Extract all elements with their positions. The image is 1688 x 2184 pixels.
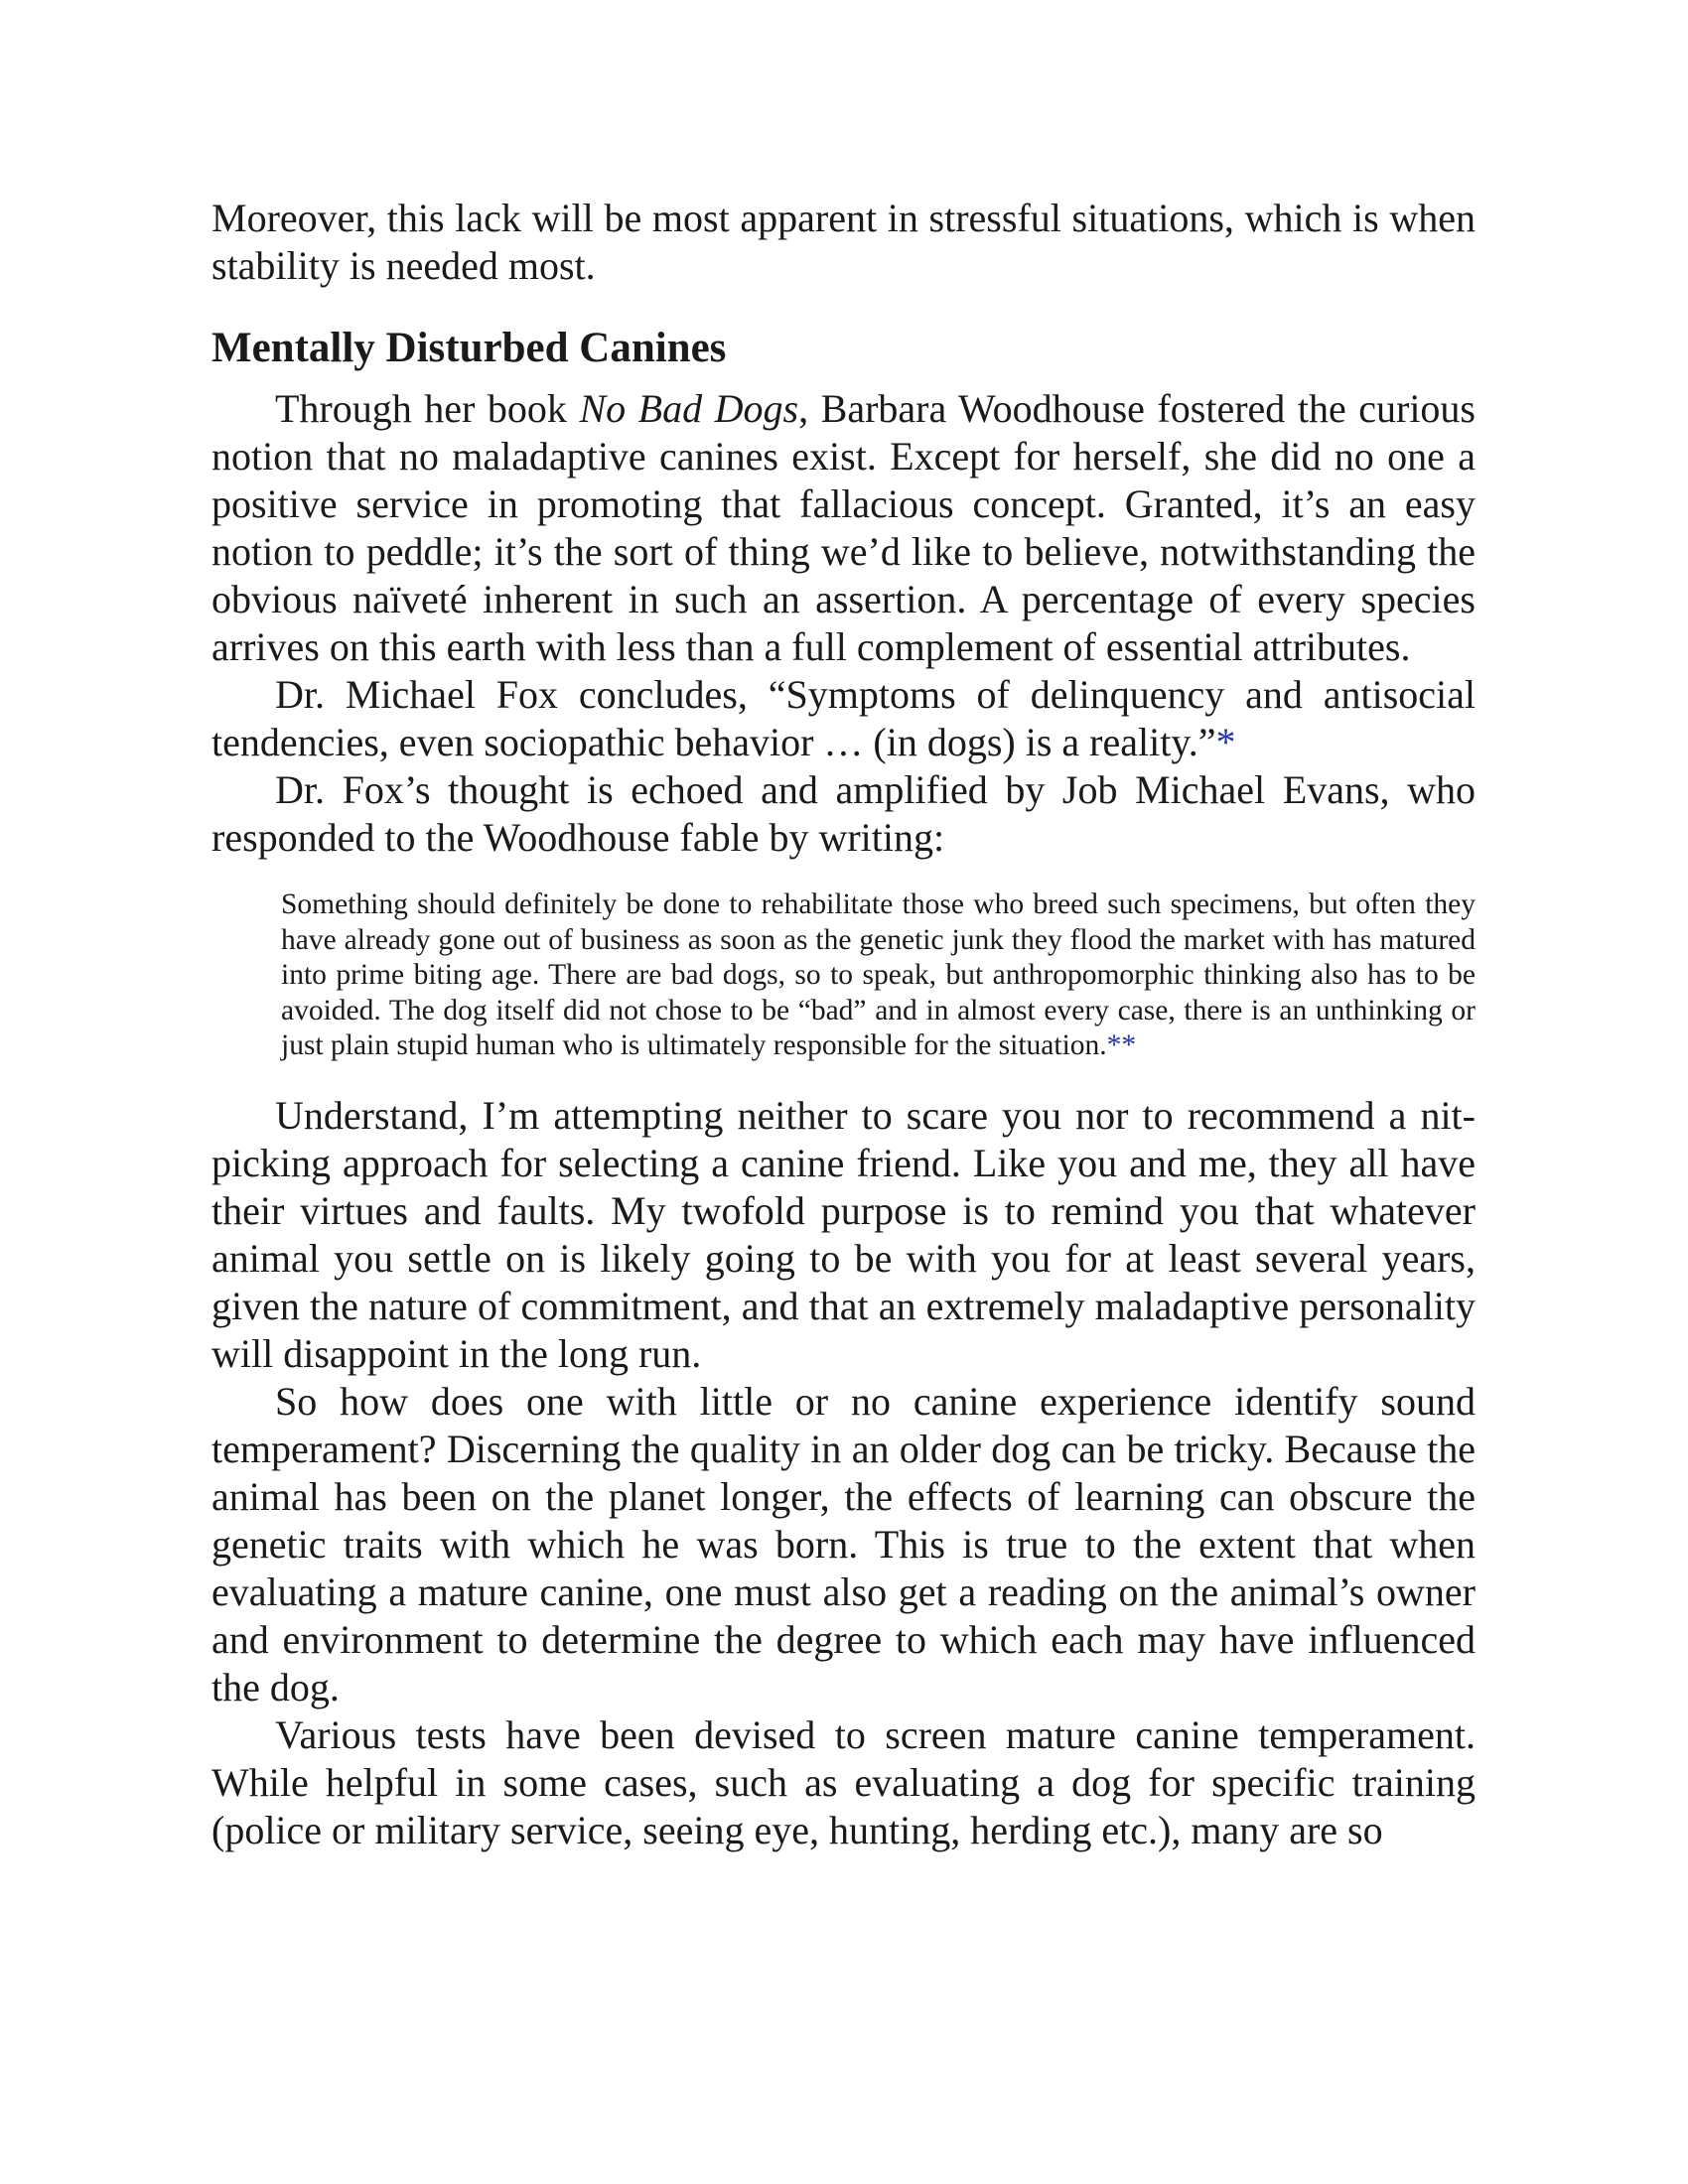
paragraph-temperament: So how does one with little or no canine experience identify sound temperament? Discerning the quality in an older dog can be tricky. Because the animal has been on the planet longer, the effects of learning can obscure the genetic traits with which he was born. This is true to the extent that when evaluating a mature canine, one must also get a reading on the animal’s owner and environment to determine the degree to which each may have influenced the dog.	[211, 1378, 1476, 1709]
paragraph-tests: Various tests have been devised to screen mature canine temperament. While helpful in some cases, such as evaluating a dog for specific training (police or military service, seeing eye, hunting, herding etc.), many are so	[211, 1711, 1476, 1852]
paragraph-fox-quote	[211, 671, 1476, 766]
paragraph-continuation: Moreover, this lack will be most apparent in stressful situations, which is when stability is needed most.	[211, 196, 1476, 288]
book-title: No Bad Dogs	[579, 386, 799, 431]
block-quote	[281, 887, 1476, 1064]
paragraph-text: , Barbara Woodhouse fostered the curious notion that no maladaptive canines exist. Except for herself, she did no one a positive service in promoting that fallacious concept. Granted, it’s an easy notion to peddle; it’s the sort of thing we’d like to believe, notwithstanding the obvious naïveté inherent in such an assertion. A percentage of every species arrives on this earth with less than a full complement of essential attributes.	[211, 386, 1476, 669]
paragraph-no-bad-dogs	[211, 385, 1476, 671]
quote-body: Something should definitely be done to rehabilitate those who breed such specimens, but often they have already gone out of business as soon as the genetic junk they flood the market with has matured into prime biting age. There are bad dogs, so to speak, but anthropomorphic thinking also has to be avoided. The dog itself did not chose to be “bad” and in almost every case, there is an unthinking or just plain stupid human who is ultimately responsible for the situation.	[281, 888, 1476, 1061]
paragraph-text: Dr. Michael Fox concludes, “Symptoms of delinquency and antisocial tendencies, even sociopathic behavior … (in dogs) is a reality.”	[211, 672, 1476, 764]
footnote-link[interactable]: **	[1106, 1029, 1137, 1061]
paragraph-evans-intro: Dr. Fox’s thought is echoed and amplified by Job Michael Evans, who responded to the Woodhouse fable by writing:	[211, 767, 1476, 860]
page-body	[211, 195, 1476, 1854]
section-heading: Mentally Disturbed Canines	[211, 325, 727, 371]
quote-text	[281, 887, 1476, 1064]
paragraph-text: Through her book	[275, 386, 580, 431]
paragraph-understand: Understand, I’m attempting neither to scare you nor to recommend a nit-picking approach for selecting a canine friend. Like you and me, they all have their virtues and faults. My twofold purpose is to remind you that whatever animal you settle on is likely going to be with you for at least several years, given the nature of commitment, and that an extremely maladaptive personality will disappoint in the long run.	[211, 1092, 1476, 1376]
footnote-link[interactable]: *	[1215, 720, 1236, 764]
